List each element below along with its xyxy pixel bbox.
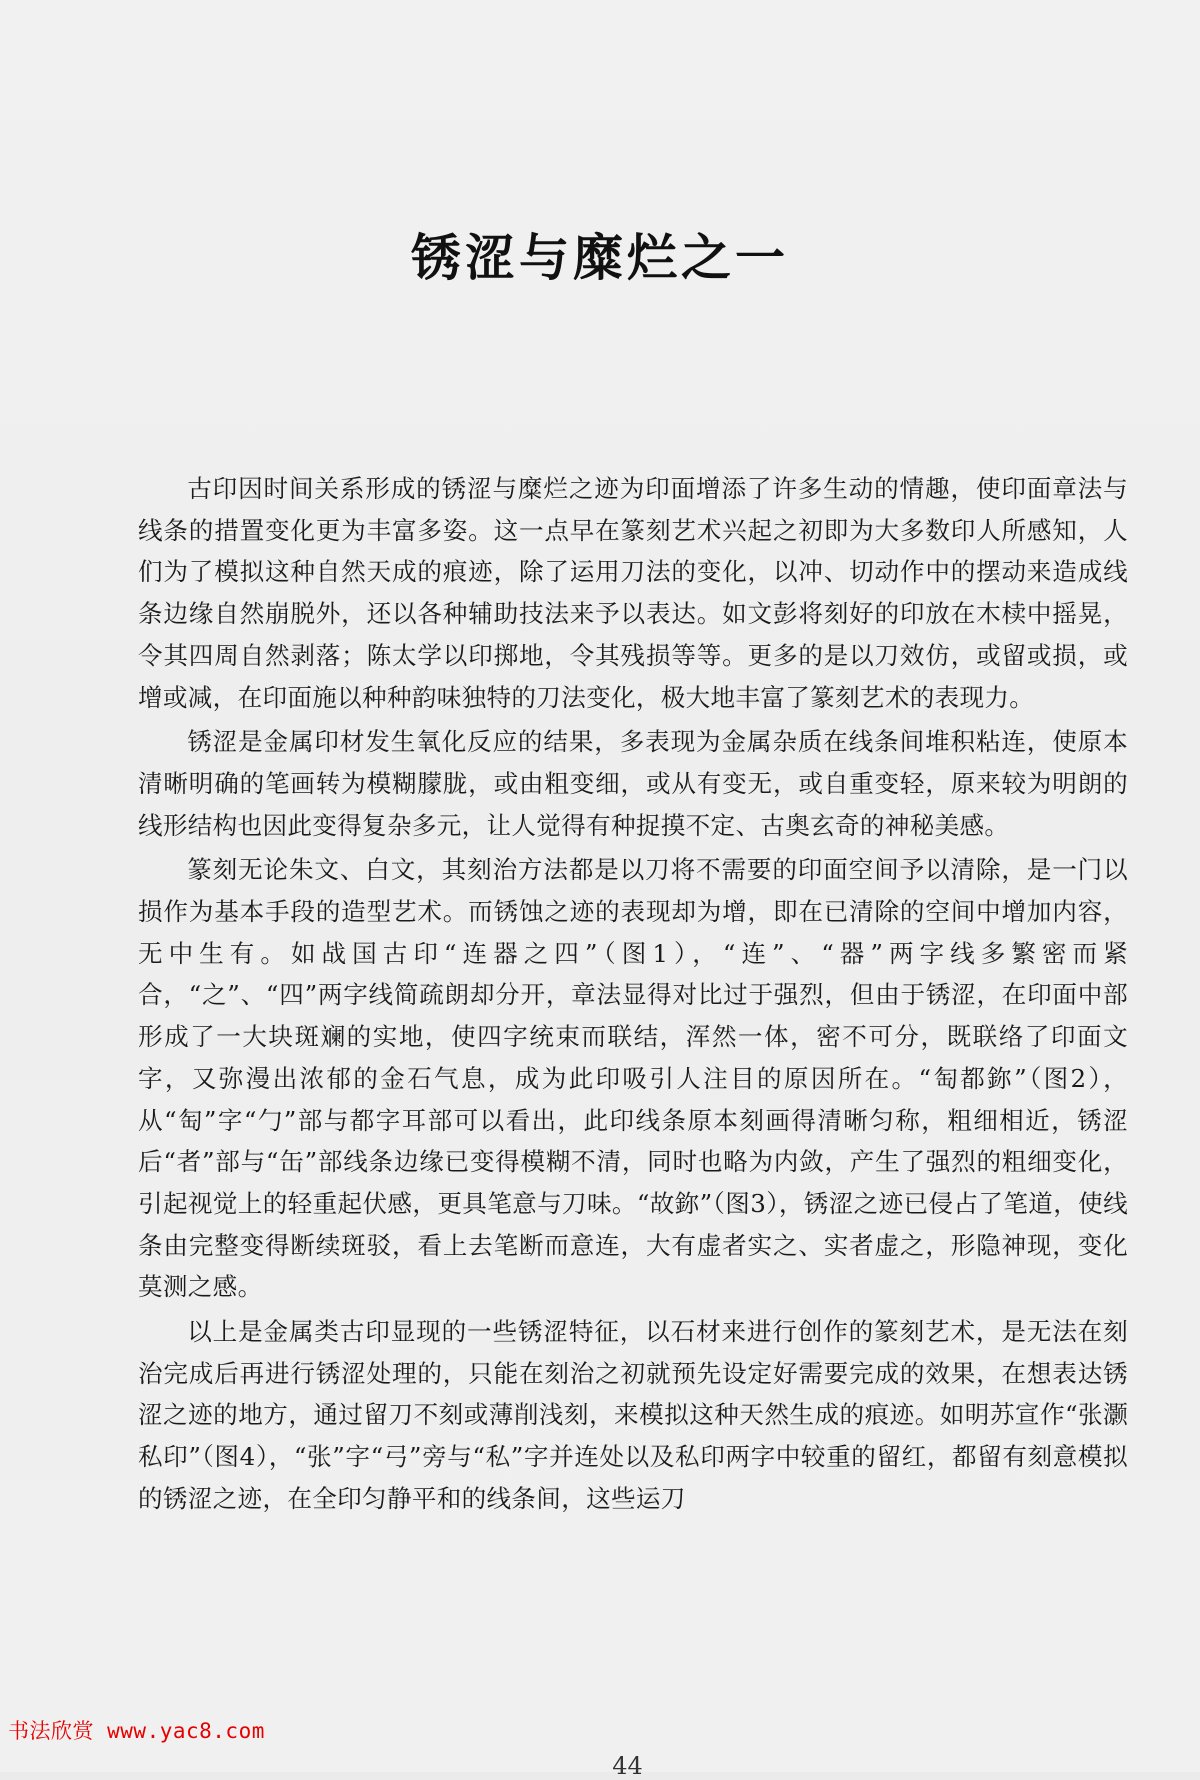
body-text — [138, 468, 1128, 1523]
paragraph-4: 以上是金属类古印显现的一些锈涩特征，以石材来进行创作的篆刻艺术，是无法在刻治完成后再进行锈涩处理的，只能在刻治之初就预先设定好需要完成的效果，在想表达锈涩之迹的地方，通过留刀不刻或薄削浅刻，来模拟这种天然生成的痕迹。如明苏宣作“张灏私印”（图4），“张”字“弓”旁与“私”字并连处以及私印两字中较重的留红，都留有刻意模拟的锈涩之迹，在全印匀静平和的线条间，这些运刀 — [138, 1317, 1128, 1513]
site-watermark: 书法欣赏 www.yac8.com — [8, 1719, 265, 1743]
paragraph-3: 篆刻无论朱文、白文，其刻治方法都是以刀将不需要的印面空间予以清除，是一门以损作为基本手段的造型艺术。而锈蚀之迹的表现却为增，即在已清除的空间中增加内容，无中生有。如战国古印“连器之四”（图1），“连”、“器”两字线多繁密而紧合，“之”、“四”两字线简疏朗却分开，章法显得对比过于强烈，但由于锈涩，在印面中部形成了一大块斑斓的实地，使四字统束而联结，浑然一体，密不可分，既联络了印面文字，又弥漫出浓郁的金石气息，成为此印吸引人注目的原因所在。“匋都鉨”（图2），从“匋”字“勹”部与都字耳部可以看出，此印线条原本刻画得清晰匀称，粗细相近，锈涩后“者”部与“缶”部线条边缘已变得模糊不清，同时也略为内敛，产生了强烈的粗细变化，引起视觉上的轻重起伏感，更具笔意与刀味。“故鉨”（图3），锈涩之迹已侵占了笔道，使线条由完整变得断续斑驳，看上去笔断而意连，大有虚者实之、实者虚之，形隐神现，变化莫测之感。 — [138, 855, 1128, 1302]
paragraph-1: 古印因时间关系形成的锈涩与糜烂之迹为印面增添了许多生动的情趣，使印面章法与线条的措置变化更为丰富多姿。这一点早在篆刻艺术兴起之初即为大多数印人所感知，人们为了模拟这种自然天成的痕迹，除了运用刀法的变化，以冲、切动作中的摆动来造成线条边缘自然崩脱外，还以各种辅助技法来予以表达。如文彭将刻好的印放在木椟中摇晃，令其四周自然剥落；陈太学以印掷地，令其残损等等。更多的是以刀效仿，或留或损，或增或减，在印面施以种种韵味独特的刀法变化，极大地丰富了篆刻艺术的表现力。 — [138, 474, 1128, 712]
page-title: 锈涩与糜烂之一 — [411, 228, 789, 287]
paragraph-2: 锈涩是金属印材发生氧化反应的结果，多表现为金属杂质在线条间堆积粘连，使原本清晰明确的笔画转为模糊朦胧，或由粗变细，或从有变无，或自重变轻，原来较为明朗的线形结构也因此变得复杂多元，让人觉得有种捉摸不定、古奥玄奇的神秘美感。 — [138, 727, 1128, 840]
page-number: 44 — [612, 1752, 643, 1780]
